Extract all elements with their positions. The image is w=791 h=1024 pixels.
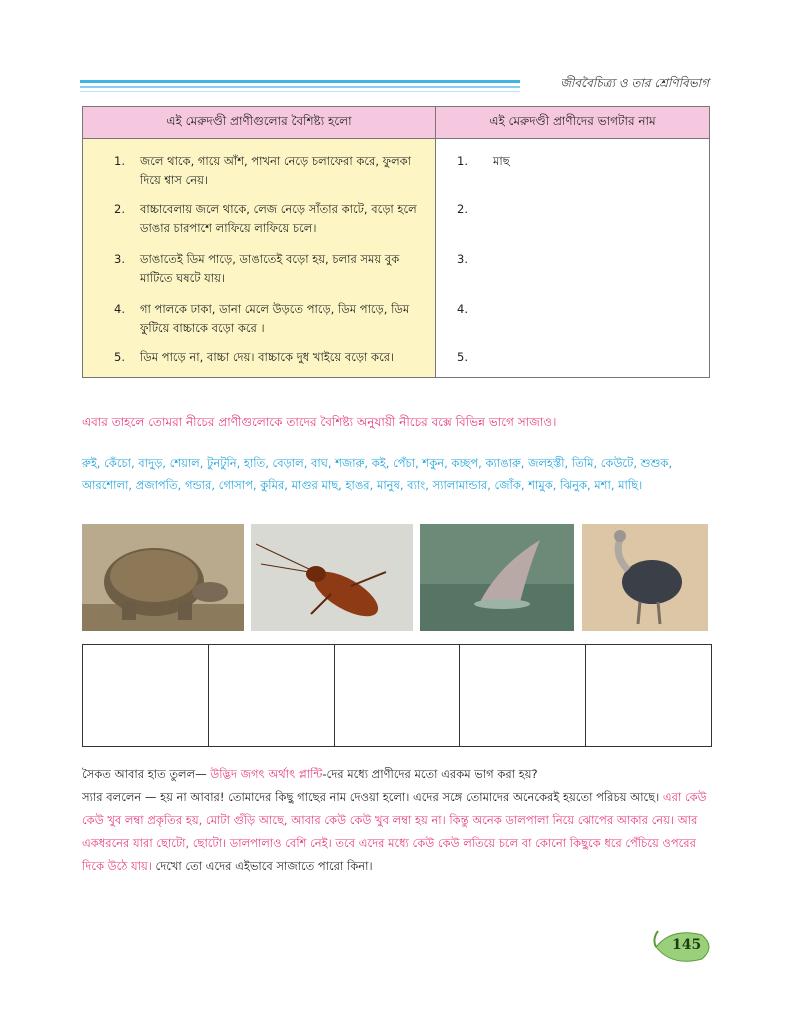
group-cell: 1. মাছ 2. 3. 4. 5. (436, 139, 710, 378)
trait-text: বাচ্চাবেলায় জলে থাকে, লেজ নেড়ে সাঁতার কাটে, বড়ো হলে ডাঙার চারপাশে লাফিয়ে লাফিয়ে চলে। (140, 202, 417, 235)
trait-text: গা পালকে ঢাকা, ডানা মেলে উড়তে পাড়ে, ডিম পাড়ে, ডিম ফুটিয়ে বাচ্চাকে বড়ো করে । (140, 302, 410, 335)
animal-list: রুই, কেঁচো, বাদুড়, শেয়াল, টুনটুনি, হাতি, বেড়াল, বাঘ, শজারু, কই, পেঁচা, শকুন, কচ্ছপ, ক্যাঙারু, জলহস্তী, তিমি, কেউটে, শুশুক, আরশোলা, প্রজাপতি, গন্ডার, গোসাপ, কুমির, মাগুর মাছ, হাঙর, মানুষ, ব্যাং, স্যালামান্ডার, জোঁক, শামুক, ঝিনুক, মশা, মাছি। (82, 456, 673, 492)
sorting-box-3[interactable] (335, 645, 461, 746)
trait-text: ডিম পাড়ে না, বাচ্চা দেয়। বাচ্চাকে দুধ খাইয়ে বড়ো করে। (140, 350, 395, 364)
col-header-traits: এই মেরুদণ্ডী প্রাণীগুলোর বৈশিষ্ট্য হলো (83, 107, 436, 139)
col-header-group: এই মেরুদণ্ডী প্রাণীদের ভাগটার নাম (436, 107, 710, 139)
text-paragraph: সৈকত আবার হাত তুলল— উদ্ভিদ জগৎ অর্থাৎ প্লান্টি-দের মধ্যে প্রাণীদের মতো এরকম ভাগ করা হয়? স্যার বললেন — হয় না আবার! তোমাদের কিছু গাছের নাম দেওয়া হলো। এদের সঙ্গে তোমাদের অনেকেরই হয়তো পরিচয় আছে। এরা কেউ কেউ খুব লম্বা প্রকৃতির হয়, মোটা গুঁড়ি আছে, আবার কেউ কেউ খুব লম্বা হয় না। কিন্তু অনেক ডালপালা নিয়ে ঝোপের আকার নেয়। আর একধরনের যারা ছোটো, ছোটো। ডালপালাও বেশি নেই। তবে এদের মধ্যে কেউ কেউ লতিয়ে চলে বা কোনো কিছুকে ধরে পেঁচিয়ে ওপরের দিকে উঠে যায়। দেখো তো এদের এইভাবে সাজাতে পারো কিনা। (82, 767, 707, 873)
instruction-text: এবার তাহলে তোমরা নীচের প্রাণীগুলোকে তাদের বৈশিষ্ট্য অনুযায়ী নীচের বক্সে বিভিন্ন ভাগে সাজাও। (82, 415, 557, 429)
dolphin-photo (420, 524, 574, 631)
trait-text: জলে থাকে, গায়ে আঁশ, পাখনা নেড়ে চলাফেরা করে, ফুলকা দিয়ে শ্বাস নেয়। (140, 154, 412, 187)
traits-cell: 1. জলে থাকে, গায়ে আঁশ, পাখনা নেড়ে চলাফেরা করে, ফুলকা দিয়ে শ্বাস নেয়। 2. বাচ্চাবেলায় জলে থাকে, লেজ নেড়ে সাঁতার কাটে, বড়ো হলে ডাঙার চারপাশে লাফিয়ে লাফিয়ে চলে। 3. ডাঙাতেই ডিম পাড়ে, ডাঙাতেই বড়ো হয়, চলার সময় বুক মাটিতে ঘষটে যায়। 4. গা পালকে ঢাকা, ডানা মেলে উড়তে পাড়ে, ডিম পাড়ে, ডিম ফুটিয়ে বাচ্চাকে বড়ো করে । 5. ডিম পাড়ে না, বাচ্চা দেয়। বাচ্চাকে দুধ খাইয়ে বড়ো করে। (83, 139, 436, 378)
trait-text: ডাঙাতেই ডিম পাড়ে, ডাঙাতেই বড়ো হয়, চলার সময় বুক মাটিতে ঘষটে যায়। (140, 252, 400, 285)
vulture-photo (582, 524, 708, 631)
page-number: 145 (672, 937, 702, 953)
tortoise-photo (82, 524, 244, 631)
sorting-box-4[interactable] (460, 645, 586, 746)
page-number-leaf (652, 925, 716, 969)
chapter-title: জীববৈচিত্র্য ও তার শ্রেণিবিভাগ (560, 76, 709, 90)
sorting-boxes (82, 644, 712, 747)
cockroach-photo (251, 524, 413, 631)
sorting-box-2[interactable] (209, 645, 335, 746)
sorting-box-5[interactable] (586, 645, 711, 746)
traits-table (82, 106, 710, 378)
header-rule (80, 80, 520, 95)
group-answer[interactable]: মাছ (493, 154, 510, 168)
sorting-box-1[interactable] (83, 645, 209, 746)
